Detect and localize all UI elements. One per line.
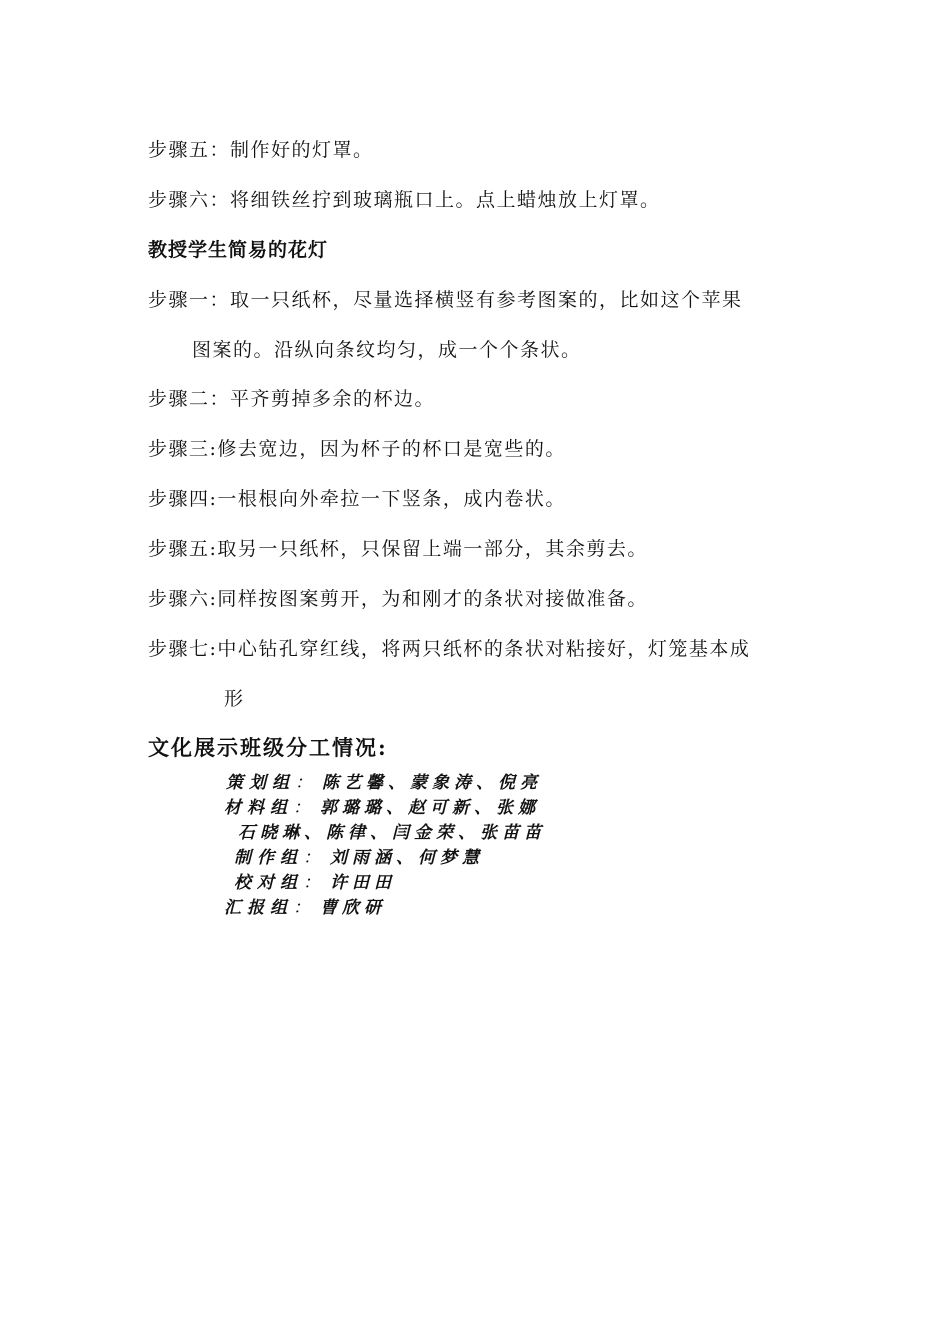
lantern-step-three: 步骤三:修去宽边，因为杯子的杯口是宽些的。 [148,438,566,460]
team-planning [226,771,542,795]
team-members: 曹欣研 [320,898,386,918]
lantern-step-one: 步骤一：取一只纸杯，尽量选择横竖有参考图案的，比如这个苹果 [148,289,743,311]
team-separator: ： [293,898,320,918]
team-materials-continued [238,821,546,845]
team-role-label: 校对组 [234,873,303,893]
team-separator: ： [293,798,320,818]
lantern-step-seven-continued: 形 [224,688,245,710]
lantern-step-five: 步骤五:取另一只纸杯，只保留上端一部分，其余剪去。 [148,538,648,560]
team-role-label: 策划组 [226,773,295,793]
team-role-label: 汇报组 [224,898,293,918]
lantern-step-one-continued: 图案的。沿纵向条纹均匀，成一个个条状。 [192,339,582,361]
step-five-lampshade: 步骤五：制作好的灯罩。 [148,139,374,161]
lantern-step-seven: 步骤七:中心钻孔穿红线，将两只纸杯的条状对粘接好，灯笼基本成 [148,638,751,660]
team-members: 许田田 [330,873,396,893]
team-members: 郭璐璐、赵可新、张娜 [320,798,540,818]
team-members: 刘雨涵、何梦慧 [330,848,484,868]
team-reporting [224,896,386,920]
team-production [234,846,484,870]
team-role-label: 材料组 [224,798,293,818]
lantern-step-two: 步骤二：平齐剪掉多余的杯边。 [148,388,436,410]
team-role-label: 制作组 [234,848,303,868]
team-members: 石晓琳、陈律、闫金荣、张苗苗 [238,823,546,843]
section-title-class-division: 文化展示班级分工情况: [148,735,388,760]
section-title-simple-lantern: 教授学生简易的花灯 [148,239,329,261]
step-six-lampshade: 步骤六：将细铁丝拧到玻璃瓶口上。点上蜡烛放上灯罩。 [148,189,661,211]
team-materials [224,796,540,820]
team-separator: ： [303,848,330,868]
lantern-step-six: 步骤六:同样按图案剪开，为和刚才的条状对接做准备。 [148,588,648,610]
team-members: 陈艺馨、蒙象涛、倪亮 [322,773,542,793]
team-separator: ： [295,773,322,793]
team-separator: ： [303,873,330,893]
team-proofreading [234,871,396,895]
lantern-step-four: 步骤四:一根根向外牵拉一下竖条，成内卷状。 [148,488,566,510]
